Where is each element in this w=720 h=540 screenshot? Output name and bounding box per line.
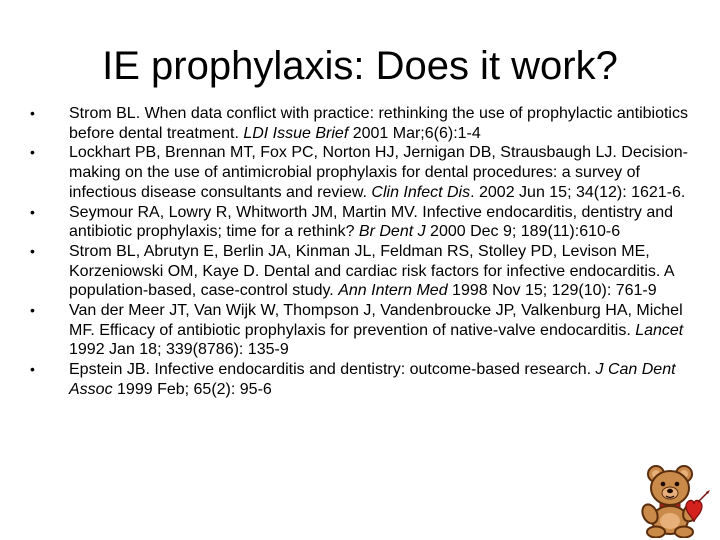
journal-name: Br Dent J: [358, 223, 426, 241]
reference-text: Epstein JB. Infective endocarditis and dentistry: outcome-based research.: [69, 361, 596, 379]
list-item: [30, 104, 695, 143]
bullet-icon: •: [30, 144, 35, 161]
reference-text: Lockhart PB, Brennan MT, Fox PC, Norton HJ, Jernigan DB, Strausbaugh LJ. Decision-making on the use of antimicrobial prophylaxis for dental procedures: a survey of infectious disease consultants and review.: [69, 144, 688, 201]
reference-text: Van der Meer JT, Van Wijk W, Thompson J, Vandenbroucke JP, Valkenburg HA, Michel MF. Efficacy of antibiotic prophylaxis for prevention of native-valve endocarditis.: [69, 302, 683, 339]
reference-list: [30, 104, 695, 400]
teddy-bear-mascot-icon: [636, 462, 718, 538]
bullet-icon: •: [30, 203, 35, 220]
list-item: [30, 301, 695, 360]
slide-title: IE prophylaxis: Does it work?: [102, 44, 618, 88]
journal-name: Lancet: [635, 321, 684, 339]
journal-name: J Can Dent Assoc: [69, 361, 676, 398]
citation-details: 1992 Jan 18; 339(8786): 135-9: [69, 341, 289, 359]
citation-details: 1998 Nov 15; 129(10): 761-9: [447, 282, 657, 300]
reference-text: Strom BL. When data conflict with practice: rethinking the use of prophylactic antibiotics before dental treatment.: [69, 105, 688, 142]
list-item: [30, 203, 695, 242]
citation-details: . 2002 Jun 15; 34(12): 1621-6.: [470, 183, 686, 201]
bullet-icon: •: [30, 361, 35, 378]
bullet-icon: •: [30, 242, 35, 259]
reference-text: Seymour RA, Lowry R, Whitworth JM, Martin MV. Infective endocarditis, dentistry and antibiotic prophylaxis; time for a rethink?: [69, 203, 674, 241]
journal-name: LDI Issue Brief: [243, 124, 349, 142]
reference-text: Strom BL, Abrutyn E, Berlin JA, Kinman JL, Feldman RS, Stolley PD, Levison ME, Korzeniowski OM, Kaye D. Dental and cardiac risk factors for infective endocarditis. A population-based, case-control study.: [69, 242, 674, 300]
citation-details: 1999 Feb; 65(2): 95-6: [112, 380, 272, 398]
list-item: [30, 360, 695, 399]
list-item: [30, 143, 695, 202]
journal-name: Clin Infect Dis: [371, 183, 471, 201]
citation-details: 2001 Mar;6(6):1-4: [348, 124, 481, 142]
journal-name: Ann Intern Med: [338, 282, 448, 300]
bullet-icon: •: [30, 302, 35, 319]
citation-details: 2000 Dec 9; 189(11):610-6: [425, 223, 621, 241]
list-item: [30, 242, 695, 301]
bullet-icon: •: [30, 105, 35, 121]
